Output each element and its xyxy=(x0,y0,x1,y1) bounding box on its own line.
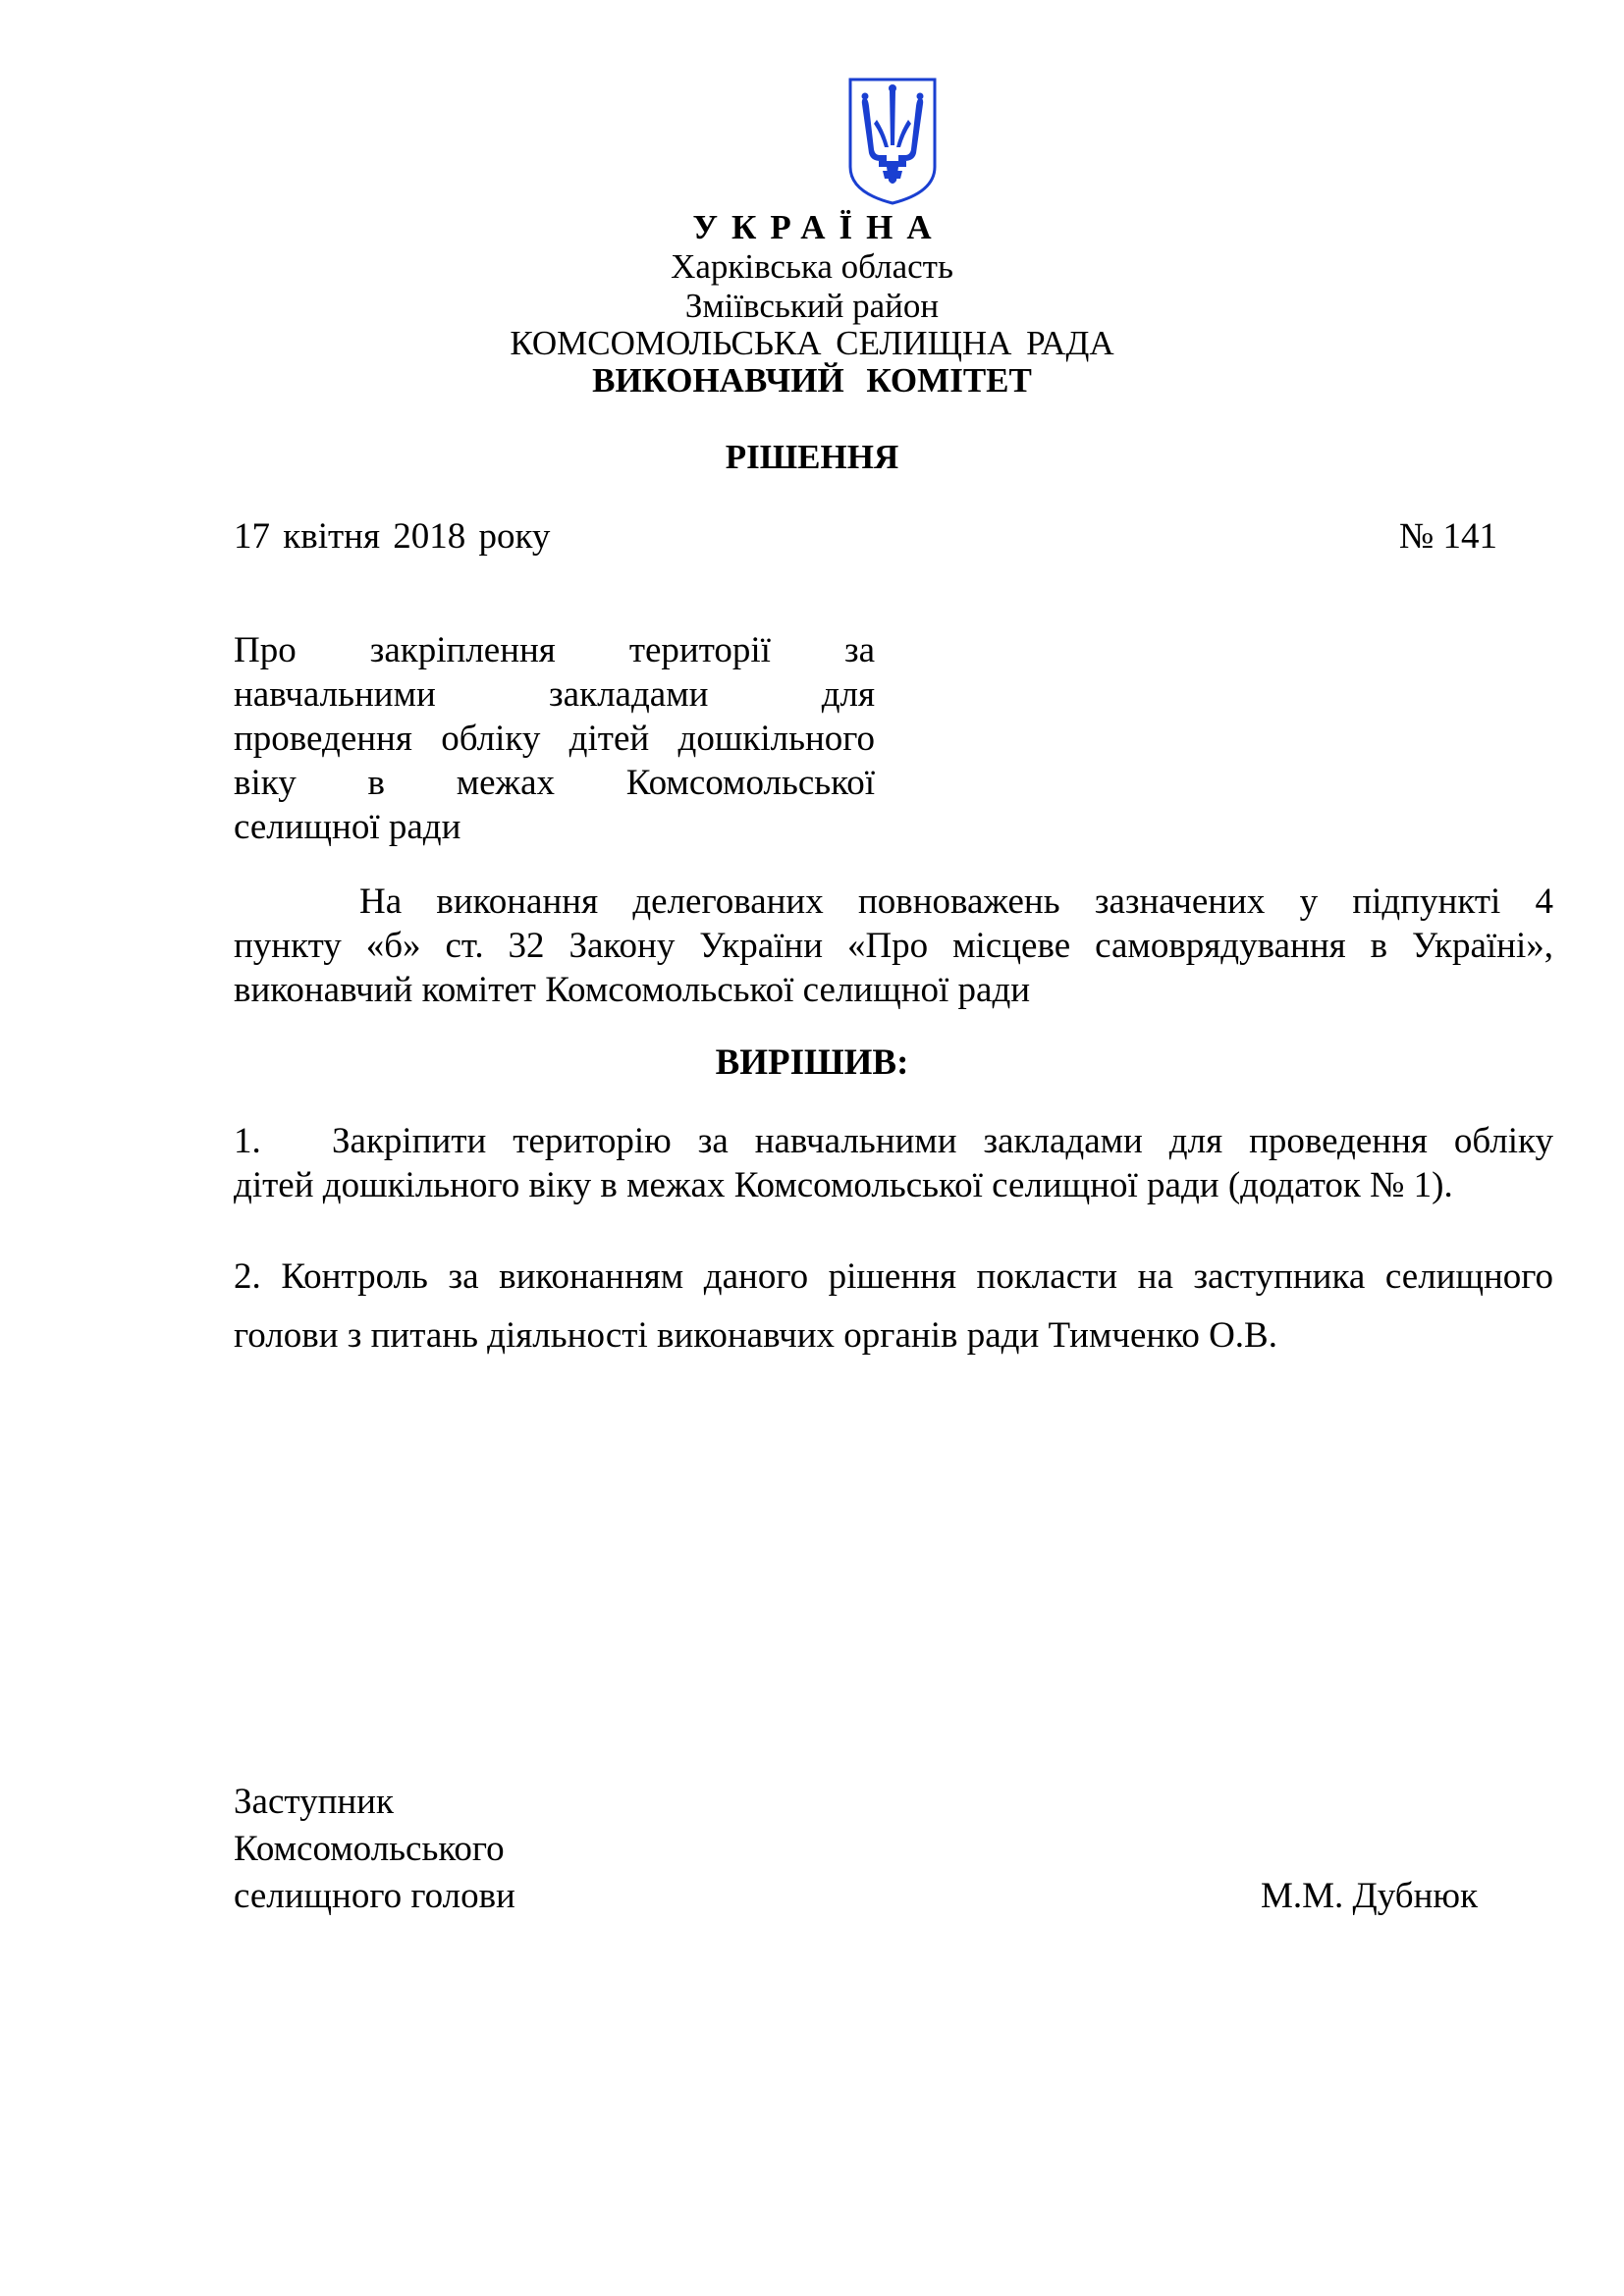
region-name: Харківська область xyxy=(671,247,953,286)
district-name: Зміївський район xyxy=(684,287,940,325)
subject-line: селищної ради xyxy=(234,807,461,847)
item-line: 2. Контроль за виконанням даного рішення покласти на заступника селищного xyxy=(234,1256,1553,1297)
preamble-line: На виконання делегованих повноважень зазначених у підпункті 4 xyxy=(359,881,1553,922)
item-text: Закріпити територію за навчальними закладами для проведення обліку xyxy=(332,1121,1553,1161)
item-line: голови з питань діяльності виконавчих органів ради Тимченко О.В. xyxy=(234,1315,1277,1356)
preamble-paragraph xyxy=(234,880,1553,1012)
item-number: 1. xyxy=(234,1121,261,1161)
subject-line: навчальними закладами для xyxy=(234,674,875,715)
committee-name: ВИКОНАВЧИЙ КОМІТЕТ xyxy=(592,361,1032,400)
signatory-title-line: Комсомольського xyxy=(234,1829,505,1869)
preamble-line: виконавчий комітет Комсомольської селищної ради xyxy=(234,970,1031,1010)
signatory-title-line: Заступник xyxy=(234,1782,394,1822)
signatory-title-line: селищного голови xyxy=(234,1876,515,1916)
trident-coat-of-arms-icon xyxy=(847,77,938,206)
decision-item-2 xyxy=(234,1248,1553,1365)
signatory-title xyxy=(234,1779,515,1920)
item-line: дітей дошкільного віку в межах Комсомольської селищної ради (додаток № 1). xyxy=(234,1165,1453,1205)
document-number: № 141 xyxy=(1399,516,1498,557)
subject-line: проведення обліку дітей дошкільного xyxy=(234,719,875,759)
subject-line: віку в межах Комсомольської xyxy=(234,763,875,803)
signatory-name: М.М. Дубнюк xyxy=(1261,1876,1479,1916)
council-name: КОМСОМОЛЬСЬКА СЕЛИЩНА РАДА xyxy=(510,324,1114,362)
country-name: УКРАЇНА xyxy=(692,208,946,246)
document-subject xyxy=(234,628,875,849)
document-type: РІШЕННЯ xyxy=(725,438,899,476)
subject-line: Про закріплення території за xyxy=(234,630,875,670)
decision-item-1 xyxy=(234,1119,1553,1207)
item-line xyxy=(234,1119,1553,1163)
preamble-line: пункту «б» ст. 32 Закону України «Про місцеве самоврядування в Україні», xyxy=(234,926,1553,966)
document-date: 17 квітня 2018 року xyxy=(234,516,551,557)
resolved-heading: ВИРІШИВ: xyxy=(715,1042,909,1083)
